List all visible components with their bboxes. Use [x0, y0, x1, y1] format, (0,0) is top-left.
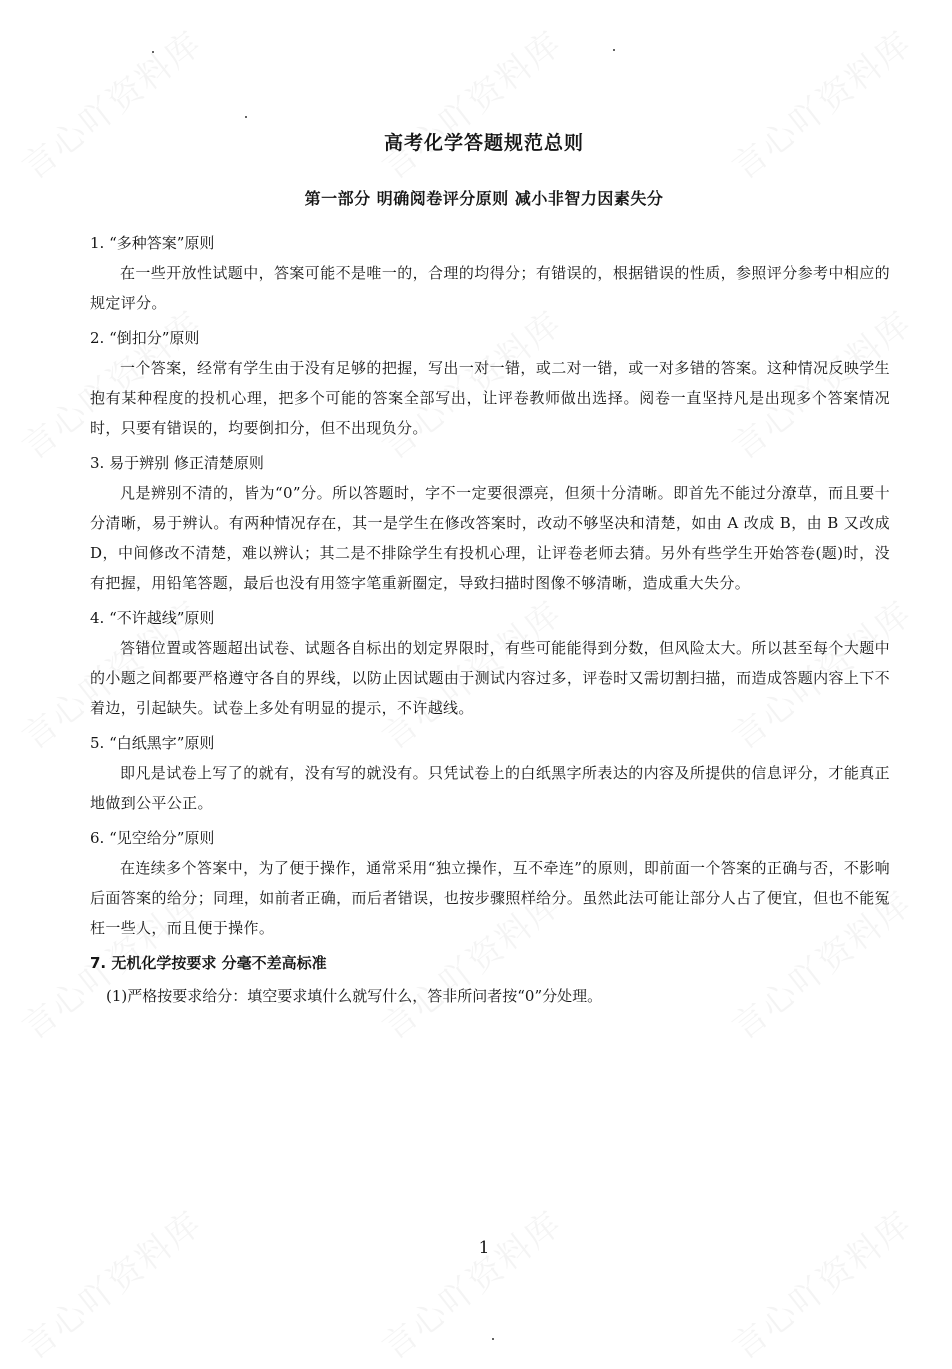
section-heading: 6. “见空给分”原则	[90, 829, 215, 847]
section-3	[90, 448, 890, 598]
page-number: 1	[478, 1238, 490, 1258]
section-4	[90, 603, 890, 723]
section-1	[90, 228, 890, 318]
section-paragraph: 凡是辨别不清的，皆为“0”分。所以答题时，字不一定要很漂亮，但须十分清晰。即首先不能过分潦草，而且要十分清晰，易于辨认。有两种情况存在，其一是学生在修改答案时，改动不够坚决和清楚，如由 A 改成 B，由 B 又改成 D，中间修改不清楚，难以辨认；其二是不排除学生有投机心理，让评卷老师去猜。另外有些学生开始答卷(题)时，没有把握，用铅笔答题，最后也没有用签字笔重新圈定，导致扫描时图像不够清晰，造成重大失分。	[90, 484, 890, 592]
section-heading: 3. 易于辨别 修正清楚原则	[90, 454, 264, 472]
document-title: 高考化学答题规范总则	[383, 132, 584, 154]
section-heading: 1. “多种答案”原则	[90, 234, 215, 252]
section-paragraph: 答错位置或答题超出试卷、试题各自标出的划定界限时，有些可能能得到分数，但风险太大。所以甚至每个大题中的小题之间都要严格遵守各自的界线，以防止因试题由于测试内容过多，评卷时又需切割扫描，而造成答题内容上下不着边，引起缺失。试卷上多处有明显的提示，不许越线。	[90, 639, 890, 717]
section-6	[90, 823, 890, 943]
scan-speck	[245, 116, 247, 118]
document-subtitle: 第一部分 明确阅卷评分原则 减小非智力因素失分	[304, 189, 664, 208]
section-heading: 4. “不许越线”原则	[90, 609, 215, 627]
section-heading: 7. 无机化学按要求 分毫不差高标准	[90, 954, 327, 972]
section-paragraph: 在连续多个答案中，为了便于操作，通常采用“独立操作，互不牵连”的原则，即前面一个答案的正确与否，不影响后面答案的给分；同理，如前者正确，而后者错误，也按步骤照样给分。虽然此法可能让部分人占了便宜，但也不能冤枉一些人，而且便于操作。	[90, 859, 890, 937]
section-paragraph: 一个答案，经常有学生由于没有足够的把握，写出一对一错，或二对一错，或一对多错的答案。这种情况反映学生抱有某种程度的投机心理，把多个可能的答案全部写出，让评卷教师做出选择。阅卷一直坚持凡是出现多个答案情况时，只要有错误的，均要倒扣分，但不出现负分。	[90, 359, 890, 437]
section-sub-item: (1)严格按要求给分：填空要求填什么就写什么，答非所问者按“0”分处理。	[106, 987, 603, 1005]
scan-speck	[152, 51, 154, 53]
section-heading: 5. “白纸黑字”原则	[90, 734, 215, 752]
scan-speck	[613, 49, 615, 51]
section-2	[90, 323, 890, 443]
section-7	[90, 948, 890, 1011]
section-heading: 2. “倒扣分”原则	[90, 329, 200, 347]
section-paragraph: 即凡是试卷上写了的就有，没有写的就没有。只凭试卷上的白纸黑字所表达的内容及所提供的信息评分，才能真正地做到公平公正。	[90, 764, 890, 812]
scan-speck	[492, 1338, 494, 1340]
document-body	[90, 228, 890, 1016]
section-5	[90, 728, 890, 818]
section-paragraph: 在一些开放性试题中，答案可能不是唯一的，合理的均得分；有错误的，根据错误的性质，参照评分参考中相应的规定评分。	[90, 264, 890, 312]
